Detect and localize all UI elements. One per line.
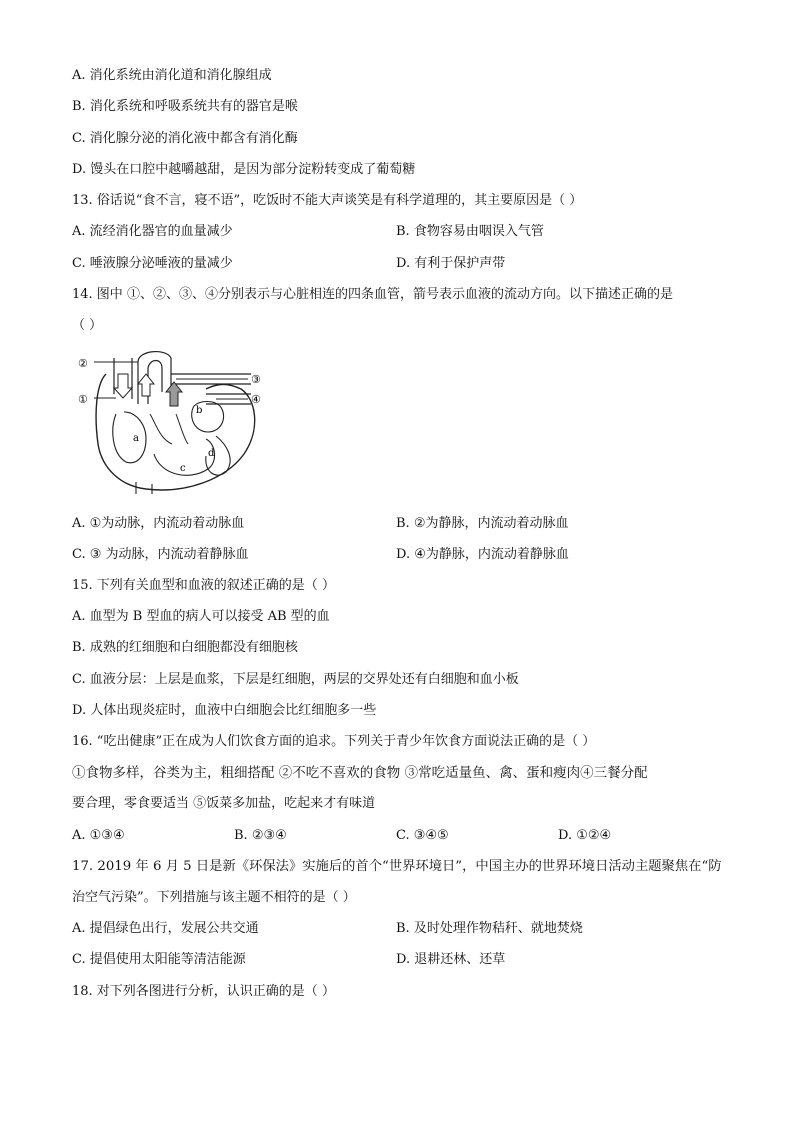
q16-stem: 16. “吃出健康”正在成为人们饮食方面的追求。下列关于青少年饮食方面说法正确的是（ ） [72,734,596,749]
chamber-label-c: c [180,463,186,474]
q13-stem: 13. 俗话说“食不言，寝不语”，吃饭时不能大声谈笑是有科学道理的，其主要原因是（ ） [72,193,583,208]
q17-option-c: C. 提倡使用太阳能等清洁能源 [72,952,246,967]
vessel-label-1: ① [78,393,88,406]
q15-stem: 15. 下列有关血型和血液的叙述正确的是（ ） [72,578,335,593]
q16-statements-line1: ①食物多样，谷类为主，粗细搭配 ②不吃不喜欢的食物 ③常吃适量鱼、禽、蛋和瘦肉④三餐分配 [72,765,648,781]
q15-option-b: B. 成熟的红细胞和白细胞都没有细胞核 [72,640,298,655]
q17-option-d: D. 退耕还林、还草 [396,952,506,967]
q14-option-d: D. ④为静脉，内流动着静脉血 [396,547,569,562]
q16-statements-line2: 要合理，零食要适当 ⑤饭菜多加盐，吃起来才有味道 [72,796,376,811]
q14-option-b: B. ②为静脉，内流动着动脉血 [396,516,569,531]
q14-stem-blank: （ ） [72,318,103,333]
q17-option-b: B. 及时处理作物秸秆、就地焚烧 [396,921,583,936]
q16-option-d: D. ①②④ [558,828,612,843]
arrow-down-icon [114,374,132,398]
q17-stem: 17. 2019 年 6 月 5 日是新《环保法》实施后的首个“世界环境日”，中国主办的世界环境日活动主题聚焦在“防 [72,859,722,874]
q14-option-a: A. ①为动脉，内流动着动脉血 [72,516,245,531]
q14-option-c: C. ③ 为动脉，内流动着静脉血 [72,547,249,562]
chamber-label-b: b [196,405,203,416]
q12-option-b: B. 消化系统和呼吸系统共有的器官是喉 [72,99,298,114]
arrow-up-icon [138,374,154,396]
q12-option-a: A. 消化系统由消化道和消化腺组成 [72,68,272,83]
vessel-label-3: ③ [251,373,261,386]
heart-diagram [76,344,276,496]
vessel-label-2: ② [78,357,88,370]
vessel-label-4: ④ [251,393,261,406]
q13-option-a: A. 流经消化器官的血量减少 [72,224,233,239]
q15-option-a: A. 血型为 B 型血的病人可以接受 AB 型的血 [72,609,330,624]
arrow-up-icon [166,382,182,406]
q12-option-d: D. 馒头在口腔中越嚼越甜，是因为部分淀粉转变成了葡萄糖 [72,162,416,177]
q17-stem-line2: 治空气污染”。下列措施与该主题不相符的是（ ） [72,890,356,905]
q13-option-b: B. 食物容易由咽误入气管 [396,224,544,239]
q15-option-d: D. 人体出现炎症时，血液中白细胞会比红细胞多一些 [72,703,377,718]
q13-option-d: D. 有利于保护声带 [396,256,506,271]
chamber-label-a: a [133,433,139,444]
q18-stem: 18. 对下列各图进行分析，认识正确的是（ ） [72,984,335,999]
q17-option-a: A. 提倡绿色出行，发展公共交通 [72,921,259,936]
q15-option-c: C. 血液分层：上层是血浆，下层是红细胞，两层的交界处还有白细胞和血小板 [72,672,519,687]
q16-option-c: C. ③④⑤ [396,828,449,843]
q13-option-c: C. 唾液腺分泌唾液的量减少 [72,256,233,271]
q14-stem: 14. 图中 ①、②、③、④分别表示与心脏相连的四条血管，箭号表示血液的流动方向。以下描述正确的是 [72,287,673,302]
chamber-label-d: d [208,448,215,459]
q12-option-c: C. 消化腺分泌的消化液中都含有消化酶 [72,131,298,146]
q16-option-a: A. ①③④ [72,828,125,843]
q16-option-b: B. ②③④ [234,828,287,843]
